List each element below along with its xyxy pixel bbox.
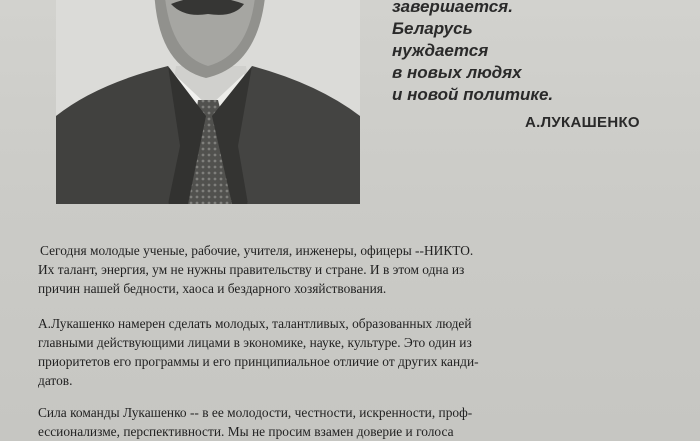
quote-block	[392, 0, 692, 106]
quote-line: в новых людях	[392, 63, 522, 82]
quote-line: нуждается	[392, 41, 489, 60]
paragraph-line: ессионализме, перспективности. Мы не просим взамен доверие и голоса	[38, 424, 454, 439]
paragraph-3	[38, 403, 678, 441]
paragraph-line: причин нашей бедности, хаоса и бездарного хозяйствования.	[38, 281, 387, 296]
quote-author: А.ЛУКАШЕНКО	[525, 114, 640, 131]
paragraph-line: Их талант, энергия, ум не нужны правительству и стране. И в этом одна из	[38, 262, 465, 277]
paragraph-line: главными действующими лицами в экономике, науке, культуре. Это один из	[38, 335, 472, 350]
paragraph-line: Сила команды Лукашенко -- в ее молодости, честности, искренности, проф-	[38, 405, 473, 420]
paragraph-2	[38, 314, 678, 390]
paragraph-line: датов.	[38, 373, 73, 388]
paragraph-line: Сегодня молодые ученые, рабочие, учителя, инженеры, офицеры --НИКТО.	[40, 243, 474, 258]
paragraph-1	[38, 241, 678, 298]
quote-line: Беларусь	[392, 19, 473, 38]
paragraph-line: приоритетов его программы и его принципиальное отличие от других канди-	[38, 354, 479, 369]
quote-line: и новой политике.	[392, 85, 554, 104]
quote-line: завершается.	[392, 0, 513, 16]
portrait-illustration	[56, 0, 360, 204]
portrait-photo	[56, 0, 360, 204]
paragraph-line: А.Лукашенко намерен сделать молодых, талантливых, образованных людей	[38, 316, 472, 331]
